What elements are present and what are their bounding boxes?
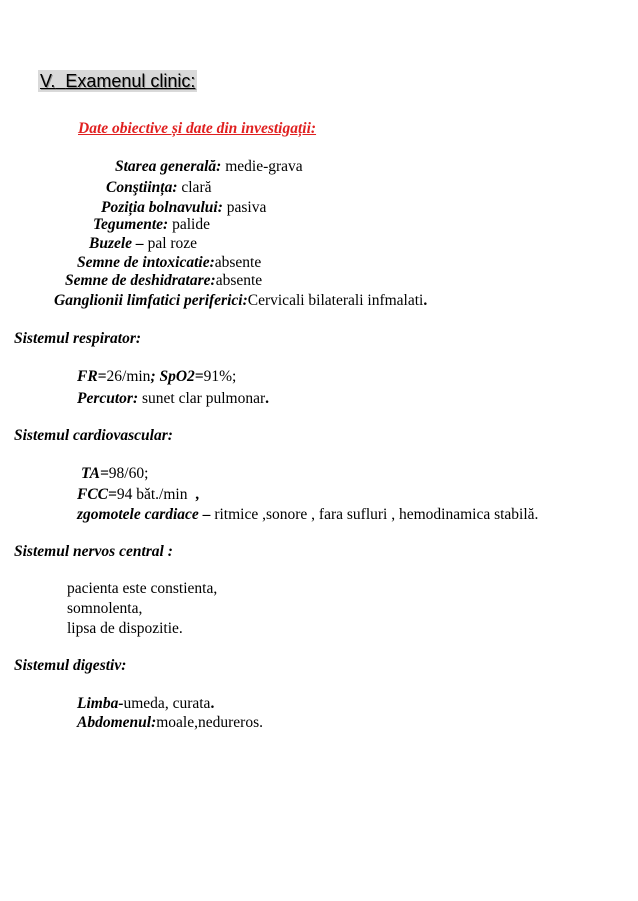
respiratory-title: Sistemul respirator:	[14, 330, 142, 347]
limba-value: umeda, curata	[123, 695, 211, 712]
general-line	[101, 199, 266, 217]
general-label: Poziția bolnavului:	[101, 199, 223, 216]
zgomote-label: zgomotele cardiace –	[77, 506, 211, 523]
general-value: palide	[168, 216, 210, 233]
nervous-line: pacienta este constienta,	[67, 580, 218, 597]
general-value: medie-grava	[221, 158, 303, 175]
cardio-zgomote-line	[77, 506, 538, 524]
general-label: Tegumente:	[93, 216, 169, 233]
percutor-end: .	[265, 390, 269, 407]
general-line	[106, 179, 211, 197]
percutor-value: sunet clar pulmonar	[138, 390, 266, 407]
spo2-value: 91%;	[203, 368, 237, 385]
general-value: clară	[177, 179, 212, 196]
limba-label: Limba-	[77, 695, 124, 712]
nervous-title: Sistemul nervos central :	[14, 543, 173, 560]
spo2-label: ; SpO2=	[150, 368, 204, 385]
general-end: .	[423, 292, 428, 309]
ta-label: TA=	[81, 465, 109, 482]
cardio-title: Sistemul cardiovascular:	[14, 427, 173, 444]
zgomote-value: ritmice ,sonore , fara sufluri , hemodinamica stabilă.	[210, 506, 539, 523]
fr-value: 26/min	[106, 368, 151, 385]
general-label: Ganglionii limfatici periferici:	[54, 292, 248, 309]
general-line	[93, 216, 210, 234]
general-line	[115, 158, 303, 176]
abdomen-label: Abdomenul:	[77, 714, 157, 731]
percutor-label: Percutor:	[77, 390, 139, 407]
heading-title: Examenul clinic:	[65, 71, 196, 91]
respiratory-fr-line	[77, 368, 236, 386]
general-label: Semne de intoxicatie:	[77, 254, 215, 271]
general-line	[65, 272, 262, 290]
section-heading	[38, 70, 197, 92]
general-line	[54, 292, 427, 310]
fr-label: FR=	[77, 368, 107, 385]
nervous-line: somnolenta,	[67, 600, 143, 617]
general-value: Cervicali bilaterali infmalati	[247, 292, 424, 309]
heading-number: V.	[40, 71, 56, 91]
general-label: Buzele –	[89, 235, 144, 252]
general-label: Starea generală:	[115, 158, 222, 175]
abdomen-value: moale,nedureros.	[156, 714, 263, 731]
subheading: Date obiective și date din investigații:	[78, 120, 317, 137]
general-label: Conştiința:	[106, 179, 178, 196]
general-value: absente	[215, 272, 263, 289]
digestive-title: Sistemul digestiv:	[14, 657, 127, 674]
general-line	[77, 254, 261, 272]
cardio-ta-line	[81, 465, 148, 483]
digestive-abdomen-line	[77, 714, 263, 732]
respiratory-percutor-line	[77, 390, 269, 408]
cardio-fcc-line	[77, 486, 199, 504]
digestive-limba-line	[77, 695, 214, 713]
fcc-end: ,	[187, 486, 200, 503]
ta-value: 98/60;	[108, 465, 149, 482]
general-value: pasiva	[222, 199, 267, 216]
general-value: pal roze	[143, 235, 198, 252]
nervous-line: lipsa de dispozitie.	[67, 620, 183, 637]
general-label: Semne de deshidratare:	[65, 272, 216, 289]
general-value: absente	[214, 254, 262, 271]
general-line	[89, 235, 197, 253]
limba-end: .	[210, 695, 215, 712]
fcc-value: 94 bǎt./min	[116, 486, 188, 503]
fcc-label: FCC=	[77, 486, 117, 503]
